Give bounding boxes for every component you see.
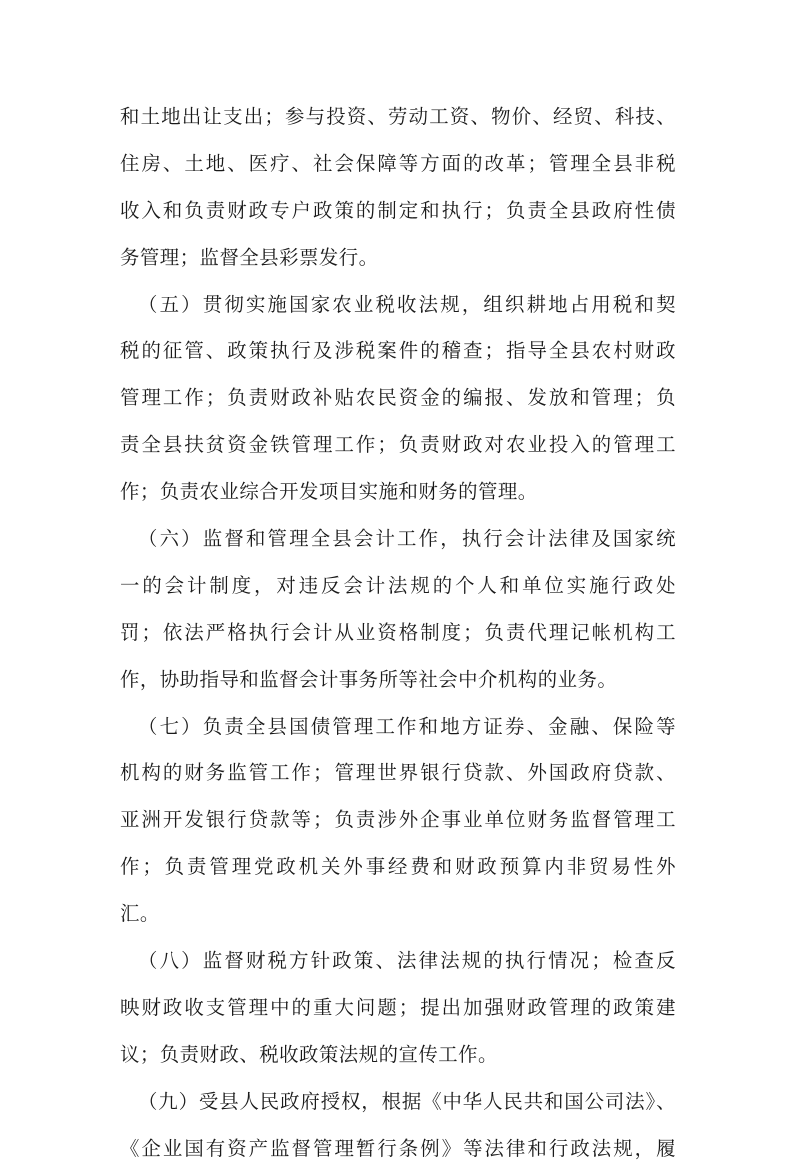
text-line: 收入和负责财政专户政策的制定和执行；负责全县政府性债 bbox=[120, 198, 676, 222]
text-line: 罚；依法严格执行会计从业资格制度；负责代理记帐机构工 bbox=[120, 620, 676, 644]
paragraph-start-line: （七）负责全县国债管理工作和地方证券、金融、保险等 bbox=[138, 714, 676, 738]
text-line: 务管理；监督全县彩票发行。 bbox=[120, 245, 379, 269]
text-line: 议；负责财政、税收政策法规的宣传工作。 bbox=[120, 1042, 498, 1066]
text-line: 作；负责管理党政机关外事经费和财政预算内非贸易性外 bbox=[120, 855, 676, 879]
text-line: 一的会计制度，对违反会计法规的个人和单位实施行政处 bbox=[120, 573, 676, 597]
text-line: 映财政收支管理中的重大问题；提出加强财政管理的政策建 bbox=[120, 995, 676, 1019]
text-line: 税的征管、政策执行及涉税案件的稽查；指导全县农村财政 bbox=[120, 339, 676, 363]
text-line: 管理工作；负责财政补贴农民资金的编报、发放和管理；负 bbox=[120, 386, 676, 410]
text-line: 亚洲开发银行贷款等；负责涉外企事业单位财务监督管理工 bbox=[120, 808, 676, 832]
text-line: 责全县扶贫资金铁管理工作；负责财政对农业投入的管理工 bbox=[120, 433, 676, 457]
body-text bbox=[120, 94, 676, 1172]
text-line: 作；负责农业综合开发项目实施和财务的管理。 bbox=[120, 480, 538, 504]
text-line: 住房、土地、医疗、社会保障等方面的改革；管理全县非税 bbox=[120, 151, 676, 175]
text-line: 机构的财务监管工作；管理世界银行贷款、外国政府贷款、 bbox=[120, 761, 676, 785]
paragraph-start-line: （九）受县人民政府授权，根据《中华人民共和国公司法》、 bbox=[138, 1089, 676, 1113]
text-line: 《企业国有资产监督管理暂行条例》等法律和行政法规，履 bbox=[120, 1136, 676, 1160]
text-line: 汇。 bbox=[120, 902, 160, 926]
paragraph-start-line: （六）监督和管理全县会计工作，执行会计法律及国家统 bbox=[138, 527, 676, 551]
text-line: 作，协助指导和监督会计事务所等社会中介机构的业务。 bbox=[120, 667, 618, 691]
paragraph-start-line: （八）监督财税方针政策、法律法规的执行情况；检查反 bbox=[138, 949, 676, 973]
paragraph-start-line: （五）贯彻实施国家农业税收法规，组织耕地占用税和契 bbox=[138, 292, 676, 316]
text-line: 和土地出让支出；参与投资、劳动工资、物价、经贸、科技、 bbox=[120, 105, 676, 128]
